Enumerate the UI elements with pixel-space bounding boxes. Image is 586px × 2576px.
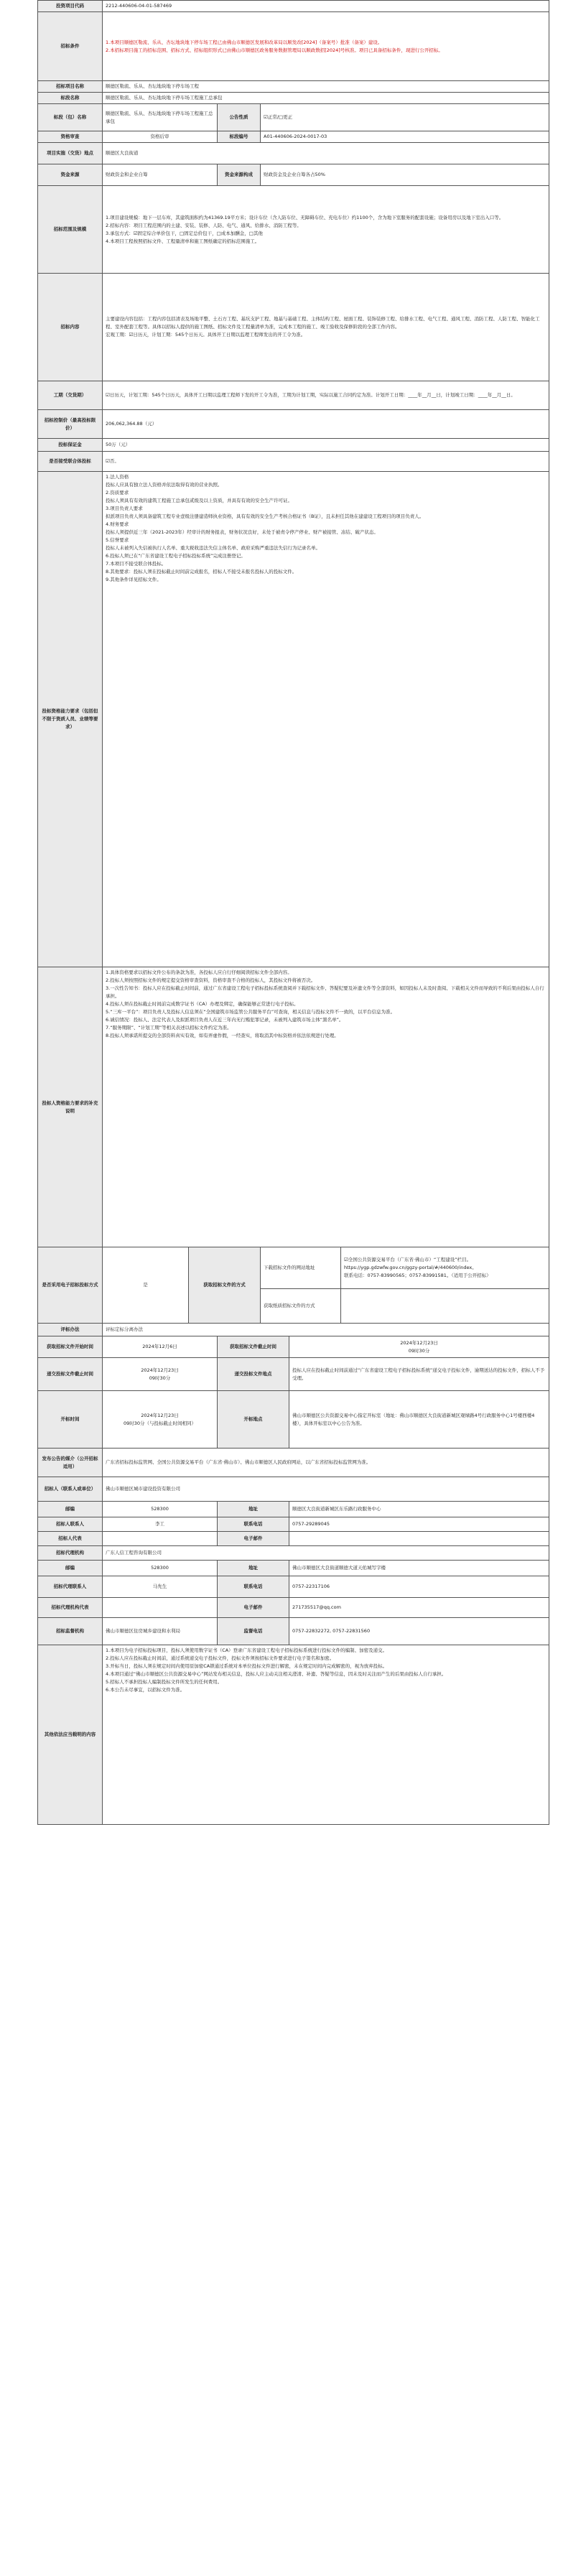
label-phone-1: 联系电话 (218, 1517, 289, 1532)
value-tenderer-rep (103, 1532, 218, 1546)
value-tender-no: A01-440606-2024-0017-03 (261, 131, 549, 143)
tender-notice-table (37, 0, 549, 1825)
label-consortium: 是否接受联合体投标 (38, 452, 103, 472)
value-bid-deadline: 2024年12月23日 09时30分 (103, 1358, 218, 1391)
row-tenderer-rep (38, 1532, 549, 1546)
value-email-1 (289, 1532, 549, 1546)
value-work-content: 主要建设内容包括：工程内容包括清表及场地平整、土石方工程、基坑支护工程、地基与基础工程、主体结构工程、屋面工程、装饰装修工程、给排水工程、电气工程、通风工程、消防工程、人防工程、智能化工程、室外配套工程等。具体以招标人提供的施工图纸、招标文件及工程量清单为准，完成本工程的施工、竣工验收及保修阶段的全部工作内容。 宏观工期：☑日历天，计划工期：545个日历天。具体开工日期以监理工程师发出的开工令为准。 (103, 274, 549, 381)
value-project-name: 顺德区勒流、乐从、杏坛地块地下停车场工程 (103, 81, 549, 93)
row-supervisor (38, 1618, 549, 1645)
label-tenderer-rep: 招标人代表 (38, 1532, 103, 1546)
label-doc-end: 获取招标文件截止时间 (218, 1336, 289, 1358)
value-project-code: 2212-440606-04-01-587469 (103, 1, 549, 12)
value-supervisor: 佛山市顺德区住房城乡建设和水利局 (103, 1618, 218, 1645)
row-package-name (38, 93, 549, 104)
label-supplementary-notes: 投标人资格能力要求的补充说明 (38, 967, 103, 1247)
label-open-place: 开标地点 (218, 1391, 289, 1449)
value-funding: 财政资金和企业自筹 (103, 164, 218, 186)
row-price-limit (38, 410, 549, 439)
label-contact-2: 招标代理联系人 (38, 1576, 103, 1598)
label-funding: 资金来源 (38, 164, 103, 186)
value-doc-end: 2024年12月23日 09时30分 (289, 1336, 549, 1358)
row-tenderer (38, 1477, 549, 1502)
row-agency-address (38, 1561, 549, 1576)
row-agency-rep (38, 1598, 549, 1618)
label-get-method: 获取招标文件的方式 (189, 1247, 261, 1324)
label-zip-2: 邮编 (38, 1561, 103, 1576)
value-agency: 广东人信工程咨询有限公司 (103, 1546, 549, 1561)
row-duration (38, 381, 549, 410)
value-other: 1.本项目为电子招标投标项目，投标人须使用数字证书（CA）登录广东省建设工程电子招标投标系统进行投标文件的编制、加密及递交。 2.投标人应在投标截止时间前，通过系统递交电子投标文件，投标文件须按招标文件要求进行电子签名和加密。 3.开标当日，投标人须在规定时间内使用原加密CA锁通过系统对本单位投标文件进行解密，未在规定时间内完成解密的，视为放弃投标。 4.本项目通过“佛山市顺德区公共资源交易中心”网站发布相关信息，投标人应主动关注相关澄清、补遗、答疑等信息，因未及时关注而产生的后果由投标人自行承担。 5.招标人不承担投标人编制投标文件所发生的任何费用。 6.本公告未尽事宜，以招标文件为准。 (103, 1645, 549, 1825)
row-agency (38, 1546, 549, 1561)
label-address-1: 地址 (218, 1502, 289, 1517)
row-tenderer-contact (38, 1517, 549, 1532)
label-other: 其他依法应当载明的内容 (38, 1645, 103, 1825)
value-bid-place: 投标人应在投标截止时间前通过“广东省建设工程电子招标投标系统”递交电子投标文件，逾期送达的投标文件，招标人不予受理。 (289, 1358, 549, 1391)
row-get-method (38, 1247, 549, 1289)
row-opening (38, 1391, 549, 1449)
value-scope: 1.项目建设规模：地下一层车库，其建筑面积约为41369.19平方米；设计车位（含人防车位、无障碍车位、充电车位）约1100个，含为地下室服务的配套设施；设备用房以及地下室出入口等。 2.招标内容：项目工程范围内的土建、安装、装修、人防、电气、通风、给排水、消防工程等。 3.承包方式：☑固定综合单价包干，□固定总价包干，□成本加酬金，□其他 4.本项目工程按照招标文件、工程量清单和施工图纸确定的招标范围施工。 (103, 186, 549, 274)
label-contact-1: 招标人联系人 (38, 1517, 103, 1532)
row-other (38, 1645, 549, 1825)
value-contact-2: 马先生 (103, 1576, 218, 1598)
label-duration: 工期（交货期） (38, 381, 103, 410)
row-agency-contact (38, 1576, 549, 1598)
label-tender-no: 标段编号 (218, 131, 261, 143)
value-zip-1: 528300 (103, 1502, 218, 1517)
label-email-1: 电子邮件 (218, 1532, 289, 1546)
value-duration: ☑日历天，计划工期：545个日历天，具体开工日期以监理工程师下发的开工令为准，工期为计划工期，实际以施工合同约定为准。计划开工日期：____年__月__日，计划竣工日期：____年__月__日。 (103, 381, 549, 410)
label-location: 项目实施（交货）地点 (38, 143, 103, 164)
value-package-no: 顺德区勒流、乐从、杏坛地块地下停车场工程施工总承包 (103, 104, 218, 131)
value-funding-ratio: 财政资金及企业自筹各占50% (261, 164, 549, 186)
value-phone-2: 0757-22317106 (289, 1576, 549, 1598)
label-project-name: 招标项目名称 (38, 81, 103, 93)
label-email-2: 电子邮件 (218, 1598, 289, 1618)
label-tender-conditions: 招标条件 (38, 12, 103, 81)
label-tenderer: 招标人（联系人或单位） (38, 1477, 103, 1502)
label-supervisor-phone: 监督电话 (218, 1618, 289, 1645)
value-package-name: 顺德区勒流、乐从、杏坛地块地下停车场工程施工总承包 (103, 93, 549, 104)
label-qualification: 资格审查 (38, 131, 103, 143)
label-zip-1: 邮编 (38, 1502, 103, 1517)
value-price-limit: 206,062,364.88（元） (103, 410, 549, 439)
row-bidder-requirements (38, 472, 549, 967)
label-package-name: 标段名称 (38, 93, 103, 104)
value-doc-start: 2024年12月6日 (103, 1336, 218, 1358)
value-media: 广东省招标投标监管网、全国公共资源交易平台（广东省·佛山市）、佛山市顺德区人民政府网站，以广东省招标投标监管网为准。 (103, 1449, 549, 1477)
row-package-detail (38, 104, 549, 131)
value-download-site: ☑全国公共资源交易平台（广东省·佛山市）“工程建设”栏目。 https://ygp.gdzwfw.gov.cn/ggzy-portal/#/440600/index。 联系电话：0757-83990565；0757-83991581。（适用于公开招标） (341, 1247, 549, 1289)
label-phone-2: 联系电话 (218, 1576, 289, 1598)
row-media (38, 1449, 549, 1477)
row-scope (38, 186, 549, 274)
label-agency-rep: 招标代理机构代表 (38, 1598, 103, 1618)
row-consortium (38, 452, 549, 472)
row-doc-time (38, 1336, 549, 1358)
row-funding (38, 164, 549, 186)
label-project-code: 投资项目代码 (38, 1, 103, 12)
label-eval: 评标办法 (38, 1324, 103, 1336)
value-location: 顺德区大良街道 (103, 143, 549, 164)
label-get-paper: 获取纸质招标文件的方式 (261, 1289, 341, 1324)
label-bid-deadline: 递交投标文件截止时间 (38, 1358, 103, 1391)
value-address-2: 佛山市顺德区大良街道顺德大道天佑城写字楼 (289, 1561, 549, 1576)
value-agency-rep (103, 1598, 218, 1618)
value-zip-2: 528300 (103, 1561, 218, 1576)
value-e-bidding: 是 (103, 1247, 189, 1324)
label-funding-ratio: 资金来源构成 (218, 164, 261, 186)
label-package-no: 标段（包）名称 (38, 104, 103, 131)
value-open-time: 2024年12月23日 09时30分（与投标截止时间相同） (103, 1391, 218, 1449)
row-tenderer-address (38, 1502, 549, 1517)
value-notice-nature: ☑正常/□更正 (261, 104, 549, 131)
value-contact-1: 李工 (103, 1517, 218, 1532)
label-supervisor: 招标监督机构 (38, 1618, 103, 1645)
row-project-code (38, 1, 549, 12)
label-download-site: 下载招标文件的网站地址 (261, 1247, 341, 1289)
label-bid-place: 递交投标文件地点 (218, 1358, 289, 1391)
row-deposit (38, 439, 549, 452)
label-notice-nature: 公告性质 (218, 104, 261, 131)
value-qualification: 资格后审 (103, 131, 218, 143)
label-e-bidding: 是否采用电子招标投标方式 (38, 1247, 103, 1324)
label-address-2: 地址 (218, 1561, 289, 1576)
row-eval (38, 1324, 549, 1336)
row-project-name (38, 81, 549, 93)
label-media: 发布公告的媒介（公开招标适用） (38, 1449, 103, 1477)
label-deposit: 投标保证金 (38, 439, 103, 452)
row-tender-conditions (38, 12, 549, 81)
value-bidder-requirements: 1.法人资格 投标人应具有独立法人资格并依法取得有效的营业执照。 2.资质要求 投标人须具有有效的建筑工程施工总承包贰级及以上资质，并具有有效的安全生产许可证。 3.项目负责人要求 拟派项目负责人须具备建筑工程专业壹级注册建造师执业资格，具有有效的安全生产考核合格证书（B证），且未担任其他在建建设工程项目的项目负责人。 4.财务要求 投标人须提供近三年（2021-2023年）经审计的财务报表，财务状况良好，未处于被责令停产停业、财产被接管、冻结、破产状态。 5.信誉要求 投标人未被列入失信被执行人名单、重大税收违法失信主体名单、政府采购严重违法失信行为记录名单。 6.投标人须已在“广东省建设工程电子招标投标系统”完成注册登记。 7.本项目不接受联合体投标。 8.其他要求：投标人须在投标截止时间前完成报名，招标人不接受未报名投标人的投标文件。 9.其他条件详见招标文件。 (103, 472, 549, 967)
value-consortium: ☑否。 (103, 452, 549, 472)
row-bid-deadline (38, 1358, 549, 1391)
label-price-limit: 招标控制价（最高投标限价） (38, 410, 103, 439)
value-supplementary-notes: 1.具体资格要求以招标文件公布的条款为准，各投标人应自行仔细阅读招标文件全部内容。 2.投标人须按照招标文件的规定提交资格审查资料，资格审查不合格的投标人，其投标文件将被否决。 3.一次性告知书：投标人应在投标截止时间前，通过广东省建设工程电子招标投标系统查阅并下载招标文件、答疑纪要及补遗文件等全部资料，如因投标人未及时查阅、下载相关文件而导致的不利后果由投标人自行承担。 4.投标人须在投标截止时间前完成数字证书（CA）办理及绑定，确保能够正常进行电子投标。 5.“三库一平台”：项目负责人及投标人信息须在“全国建筑市场监管公共服务平台”可查询，相关信息与投标文件不一致的，以平台信息为准。 6.诚信情况：投标人、法定代表人及拟派项目负责人在近三年内无行贿犯罪记录，未被列入建筑市场主体“黑名单”。 7.“服务期限”、“计划工期”等相关表述以招标文件约定为准。 8.投标人须承诺所提交的全部资料真实有效，如有弄虚作假，一经查实，将取消其中标资格并依法依规进行处理。 (103, 967, 549, 1247)
label-open-time: 开标时间 (38, 1391, 103, 1449)
label-doc-start: 获取招标文件开始时间 (38, 1336, 103, 1358)
value-address-1: 顺德区大良街道新城区东乐路行政服务中心 (289, 1502, 549, 1517)
value-tender-conditions: 1.本项目顺德区勒流、乐从、杏坛地块地下停车场工程已由佛山市顺德区发展和改革局以顺发改[2024]（备案号）批准（备案）建设。 2.本招标项目施工的招标范围、招标方式、招标组织形式已由佛山市顺德区政务服务数据管理局以顺政数招[2024]号核准。项目已具备招标条件，现进行公开招标。 (103, 12, 549, 81)
label-agency: 招标代理机构 (38, 1546, 103, 1561)
value-supervisor-phone: 0757-22832272, 0757-22831560 (289, 1618, 549, 1645)
row-location (38, 143, 549, 164)
label-bidder-requirements: 投标资格能力要求（包括但不限于资质人员、业绩等要求） (38, 472, 103, 967)
value-deposit: 50万（元） (103, 439, 549, 452)
value-eval: 评标定标分离办法 (103, 1324, 549, 1336)
value-open-place: 佛山市顺德区公共资源交易中心指定开标室（地址：佛山市顺德区大良街道新城区观绿路4号行政服务中心1号楼西楼4楼），具体开标室以中心公告为准。 (289, 1391, 549, 1449)
row-qualification (38, 131, 549, 143)
label-work-content: 招标内容 (38, 274, 103, 381)
notice-document (37, 0, 549, 1825)
value-tenderer: 佛山市顺德区城市建设投资有限公司 (103, 1477, 549, 1502)
label-scope: 招标范围及规模 (38, 186, 103, 274)
value-get-paper (341, 1289, 549, 1324)
value-email-2: 271735517@qq.com (289, 1598, 549, 1618)
value-phone-1: 0757-29289045 (289, 1517, 549, 1532)
row-supplementary-notes (38, 967, 549, 1247)
row-work-content (38, 274, 549, 381)
